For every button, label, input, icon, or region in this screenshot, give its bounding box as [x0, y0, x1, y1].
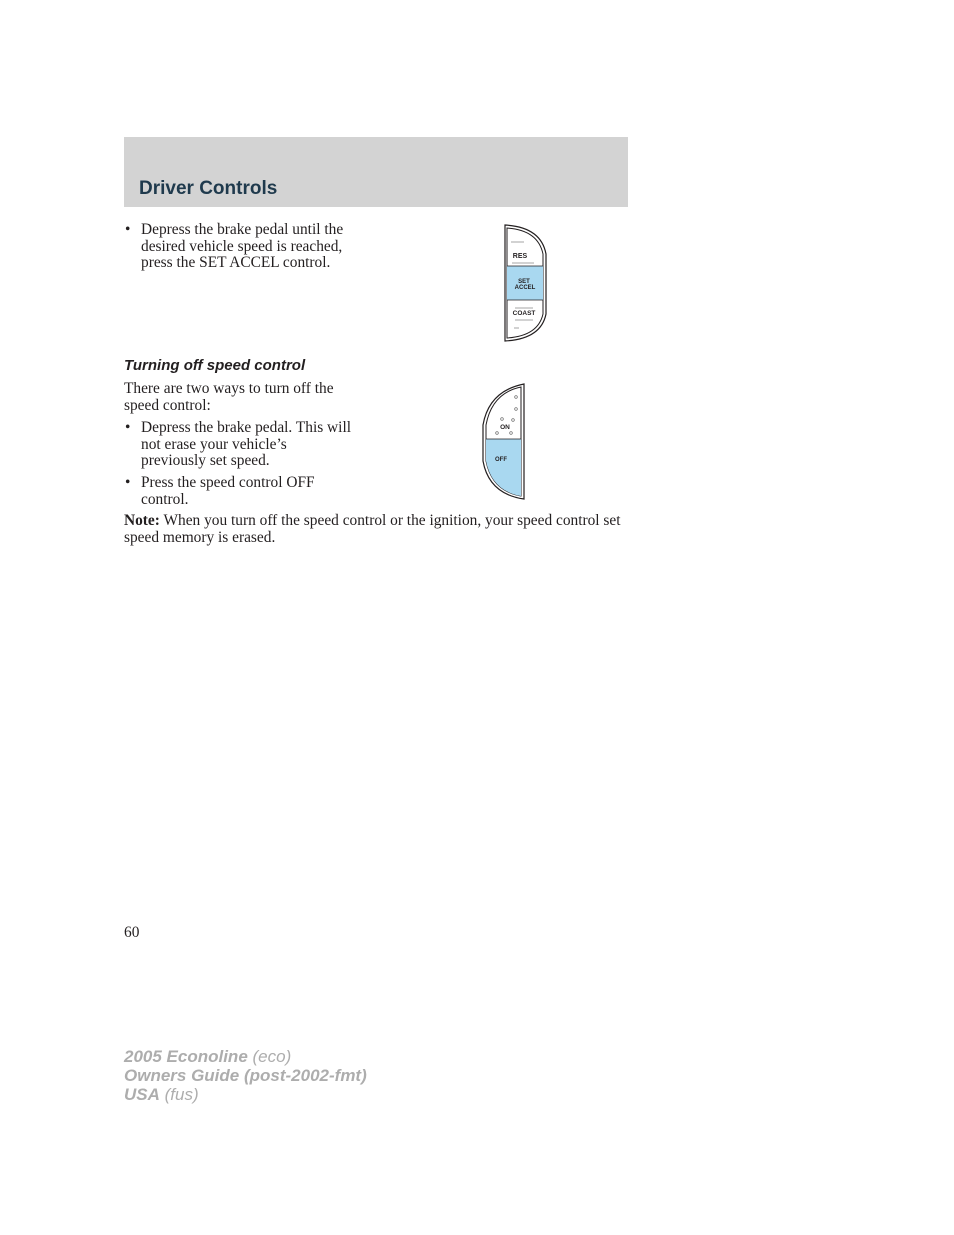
- bullet-line: press the SET ACCEL control.: [141, 254, 331, 272]
- bullet-line: Depress the brake pedal. This will: [141, 419, 351, 436]
- list-item: [124, 222, 343, 272]
- footer-line: [124, 1085, 367, 1104]
- footer-line: [124, 1047, 367, 1066]
- footer-model: 2005 Econoline: [124, 1047, 248, 1066]
- intro-line: speed control:: [124, 396, 211, 414]
- footer-region: USA: [124, 1085, 160, 1104]
- page-number: 60: [124, 924, 140, 941]
- list-item: [124, 420, 351, 470]
- bullet-line: Depress the brake pedal until the: [141, 221, 344, 238]
- res-label: RES: [512, 253, 528, 260]
- bullet-dot: •: [125, 221, 131, 238]
- footer-region-code: (fus): [159, 1085, 199, 1104]
- note-text: When you turn off the speed control or the ignition, your speed control set speed memory is erased.: [124, 512, 621, 546]
- on-label: ON: [500, 424, 510, 431]
- intro-paragraph: [124, 381, 334, 414]
- document-footer: [124, 1047, 367, 1104]
- intro-line: There are two ways to turn off the: [124, 380, 334, 397]
- bullet-line: control.: [141, 490, 189, 508]
- bullet-line: Press the speed control OFF: [141, 474, 315, 491]
- note-label: Note:: [124, 512, 160, 529]
- bullet-dot: •: [125, 419, 131, 436]
- list-item: [124, 475, 315, 508]
- speed-control-on-off-figure: [478, 383, 528, 500]
- coast-label: COAST: [512, 310, 536, 317]
- accel-label: ACCEL: [514, 285, 536, 291]
- speed-control-set-accel-figure: [498, 224, 550, 342]
- footer-guide: Owners Guide (post-2002-fmt): [124, 1066, 367, 1085]
- section-title: Driver Controls: [139, 178, 278, 199]
- set-label: SET: [518, 279, 530, 285]
- off-label: OFF: [495, 457, 507, 463]
- footer-line: [124, 1066, 367, 1085]
- bullet-line: desired vehicle speed is reached,: [141, 237, 343, 255]
- note-paragraph: [124, 513, 624, 546]
- subsection-heading: Turning off speed control: [124, 357, 306, 374]
- bullet-line: previously set speed.: [141, 452, 270, 470]
- bullet-line: not erase your vehicle’s: [141, 435, 287, 453]
- footer-model-code: (eco): [247, 1047, 292, 1066]
- bullet-dot: •: [125, 474, 131, 491]
